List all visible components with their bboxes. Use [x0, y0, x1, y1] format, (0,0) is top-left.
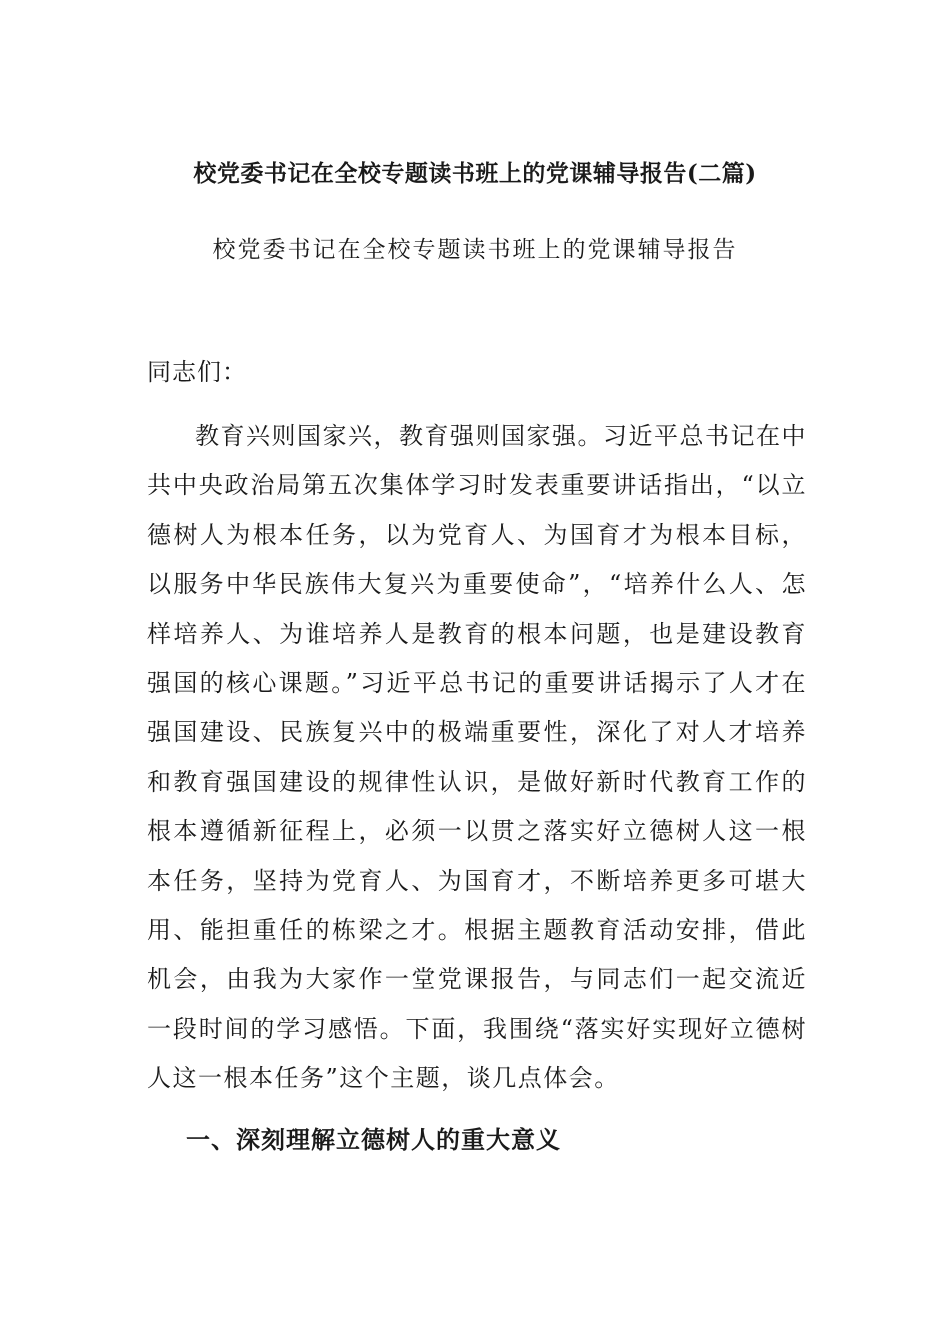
body-paragraph: 教育兴则国家兴，教育强则国家强。习近平总书记在中共中央政治局第五次集体学习时发表重要讲话指出，“以立德树人为根本任务，以为党育人、为国育才为根本目标，以服务中华民族伟大复兴为重要使命”，“培养什么人、怎样培养人、为谁培养人是教育的根本问题，也是建设教育强国的核心课题。”习近平总书记的重要讲话揭示了人才在强国建设、民族复兴中的极端重要性，深化了对人才培养和教育强国建设的规律性认识，是做好新时代教育工作的根本遵循新征程上，必须一以贯之落实好立德树人这一根本任务，坚持为党育人、为国育才，不断培养更多可堪大用、能担重任的栋梁之才。根据主题教育活动安排，借此机会，由我为大家作一堂党课报告，与同志们一起交流近一段时间的学习感悟。下面，我围绕“落实好实现好立德树人这一根本任务”这个主题，谈几点体会。 [147, 422, 807, 1093]
document-subtitle: 校党委书记在全校专题读书班上的党课辅导报告 [212, 237, 738, 263]
section-heading: 一、深刻理解立德树人的重大意义 [186, 1125, 561, 1154]
salutation: 同志们： [147, 358, 247, 386]
document-title: 校党委书记在全校专题读书班上的党课辅导报告(二篇) [193, 160, 757, 187]
